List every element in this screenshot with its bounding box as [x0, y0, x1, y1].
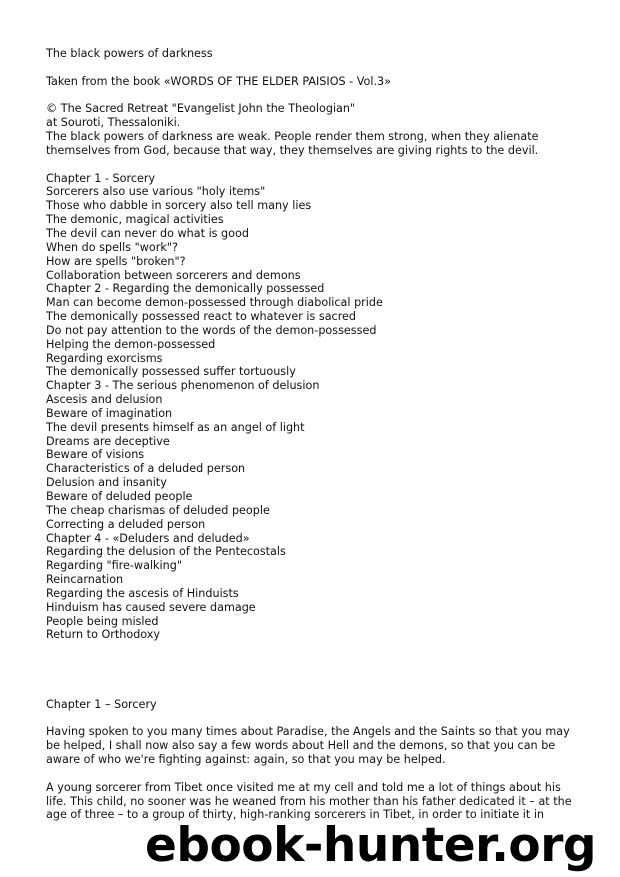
toc-item[interactable]: Characteristics of a deluded person	[46, 462, 246, 476]
toc-item[interactable]: Chapter 3 - The serious phenomenon of delusion	[46, 379, 320, 393]
toc-item[interactable]: Regarding exorcisms	[46, 351, 163, 365]
spacer	[46, 61, 586, 75]
toc-item[interactable]: Those who dabble in sorcery also tell many lies	[46, 199, 312, 213]
toc-item[interactable]: Regarding the ascesis of Hinduists	[46, 586, 239, 600]
toc-item[interactable]: The demonic, magical activities	[46, 213, 224, 227]
toc-item[interactable]: Helping the demon-possessed	[46, 337, 216, 351]
toc-item[interactable]: Delusion and insanity	[46, 476, 167, 490]
toc-item[interactable]: Dreams are deceptive	[46, 434, 170, 448]
intro-line: themselves from God, because that way, they themselves are giving rights to the devil.	[46, 143, 539, 157]
table-of-contents	[46, 172, 586, 643]
toc-item[interactable]: The demonically possessed suffer tortuously	[46, 365, 296, 379]
toc-item[interactable]: The devil can never do what is good	[46, 226, 249, 240]
document-title: The black powers of darkness	[46, 47, 213, 60]
toc-item[interactable]: When do spells "work"?	[46, 240, 178, 254]
watermark: ebook-hunter.org	[145, 818, 597, 873]
toc-item[interactable]: Regarding "fire-walking"	[46, 559, 182, 573]
paragraph-line: Having spoken to you many times about Paradise, the Angels and the Saints so that you may	[46, 725, 570, 739]
document-page	[46, 47, 586, 822]
toc-item[interactable]: Do not pay attention to the words of the demon-possessed	[46, 323, 377, 337]
chapter-heading: Chapter 1 – Sorcery	[46, 697, 157, 711]
intro-line: The black powers of darkness are weak. People render them strong, when they alienate	[46, 130, 539, 144]
toc-item[interactable]: Beware of visions	[46, 448, 145, 462]
paragraph-line: aware of who we're fighting against: again, so that you may be helped.	[46, 753, 446, 767]
toc-item[interactable]: Chapter 4 - «Deluders and deluded»	[46, 531, 250, 545]
toc-item[interactable]: Hinduism has caused severe damage	[46, 600, 256, 614]
spacer	[46, 89, 586, 103]
toc-item[interactable]: The cheap charismas of deluded people	[46, 503, 270, 517]
toc-item[interactable]: Reincarnation	[46, 573, 124, 587]
toc-item[interactable]: Return to Orthodoxy	[46, 628, 161, 642]
toc-item[interactable]: Chapter 2 - Regarding the demonically possessed	[46, 282, 325, 296]
toc-item[interactable]: Regarding the delusion of the Pentecostals	[46, 545, 286, 559]
paragraph	[46, 781, 586, 823]
toc-item[interactable]: Correcting a deluded person	[46, 517, 206, 531]
toc-item[interactable]: People being misled	[46, 614, 159, 628]
copyright-location: at Souroti, Thessaloniki.	[46, 116, 181, 130]
copyright-line: © The Sacred Retreat "Evangelist John the Theologian"	[46, 102, 356, 116]
paragraph	[46, 725, 586, 767]
spacer	[46, 767, 586, 781]
source-line: Taken from the book «WORDS OF THE ELDER PAISIOS - Vol.3»	[46, 74, 392, 88]
toc-item[interactable]: Beware of deluded people	[46, 490, 193, 503]
toc-item[interactable]: The demonically possessed react to whatever is sacred	[46, 310, 357, 324]
spacer	[46, 642, 586, 697]
toc-item[interactable]: Sorcerers also use various "holy items"	[46, 185, 266, 199]
paragraph-line: A young sorcerer from Tibet once visited me at my cell and told me a lot of things about his	[46, 780, 561, 794]
paragraph-line: age of three – to a group of thirty, high-ranking sorcerers in Tibet, in order to initiate it in	[46, 808, 545, 822]
spacer	[46, 712, 586, 726]
toc-item[interactable]: Man can become demon-possessed through diabolical pride	[46, 296, 383, 310]
paragraph-line: life. This child, no sooner was he weaned from his mother than his father dedicated it – at the	[46, 794, 572, 808]
toc-item[interactable]: How are spells "broken"?	[46, 254, 186, 268]
toc-item[interactable]: The devil presents himself as an angel of light	[46, 420, 305, 434]
toc-item[interactable]: Collaboration between sorcerers and demons	[46, 268, 301, 282]
toc-item[interactable]: Ascesis and delusion	[46, 393, 163, 407]
paragraph-line: be helped, I shall now also say a few words about Hell and the demons, so that you can be	[46, 739, 556, 753]
toc-item[interactable]: Chapter 1 - Sorcery	[46, 171, 156, 185]
spacer	[46, 158, 586, 172]
toc-item[interactable]: Beware of imagination	[46, 406, 173, 420]
